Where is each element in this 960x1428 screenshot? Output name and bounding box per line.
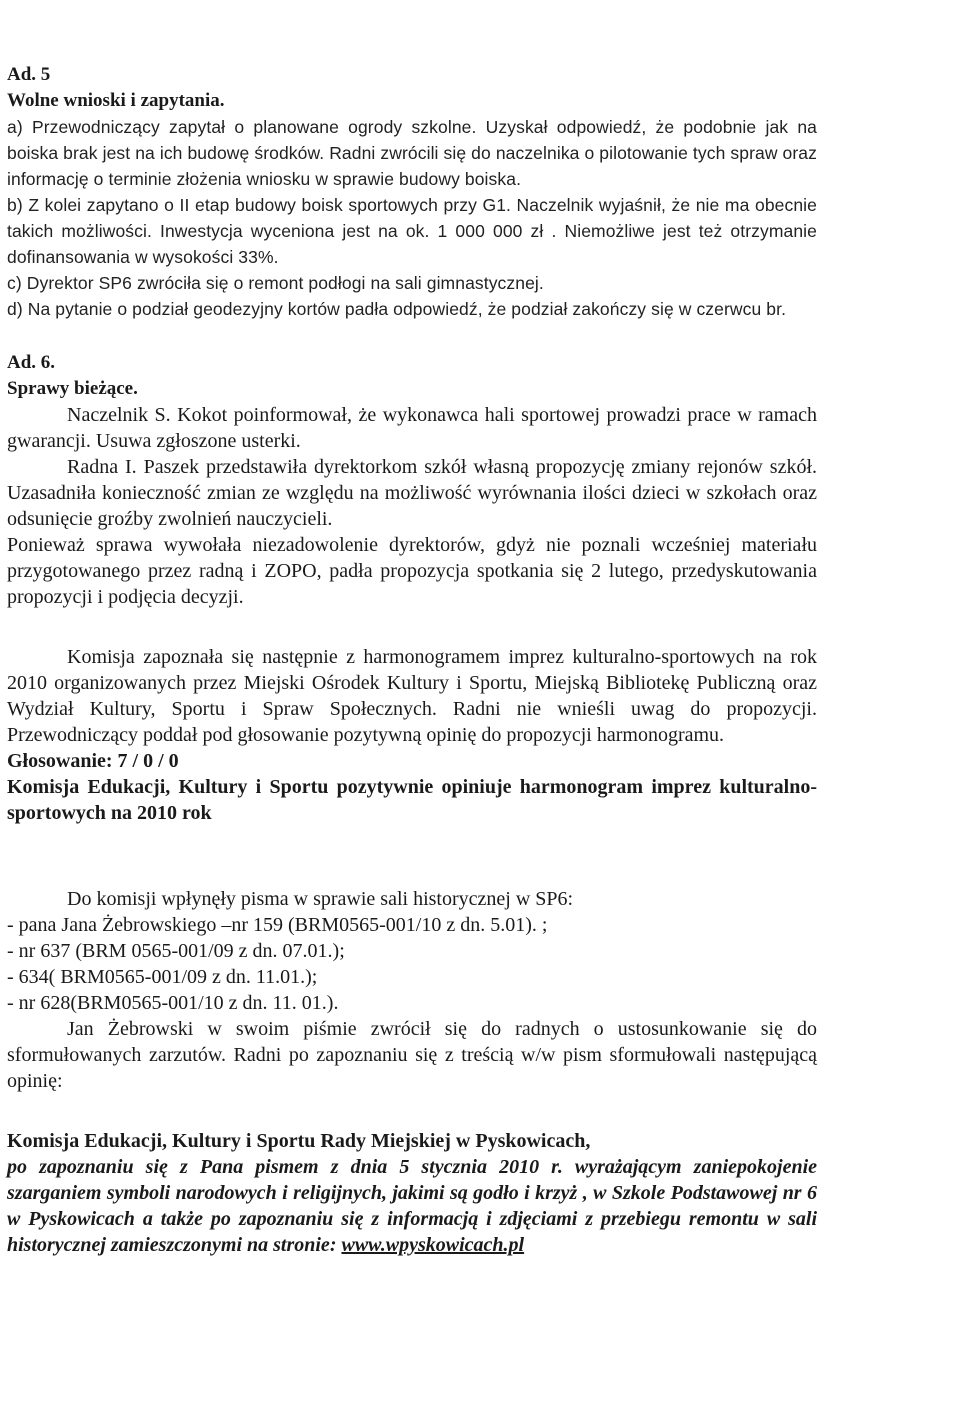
paragraph-radna: Radna I. Paszek przedstawiła dyrektorkom szkół własną propozycję zmiany rejonów szkół. Uzasadniła konieczność zmian ze względu na możliwość wyrównania ilości dzieci w szkołach oraz odsunięcie groźby zwolnień nauczycieli. (7, 456, 817, 530)
resolution-text: Komisja Edukacji, Kultury i Sportu pozytywnie opiniuje harmonogram imprez kulturalno- sportowych na 2010 rok (7, 776, 817, 824)
section-number-ad5: Ad. 5 (7, 64, 51, 85)
item-d: d) Na pytanie o podział geodezyjny kortów padła odpowiedź, że podział zakończy się w czerwcu br. (7, 299, 787, 319)
opinion-heading: Komisja Edukacji, Kultury i Sportu Rady Miejskiej w Pyskowicach, (7, 1130, 591, 1152)
section-title-ad5: Wolne wnioski i zapytania. (7, 90, 225, 111)
paragraph-naczelnik: Naczelnik S. Kokot poinformował, że wykonawca hali sportowej prowadzi prace w ramach gwarancji. Usuwa zgłoszone usterki. (7, 404, 817, 452)
letter-list-item: - pana Jana Żebrowskiego –nr 159 (BRM0565-001/10 z dn. 5.01). ; (7, 914, 548, 936)
letter-list-item: - 634( BRM0565-001/09 z dn. 11.01.); (7, 966, 318, 988)
item-c: c) Dyrektor SP6 zwróciła się o remont podłogi na sali gimnastycznej. (7, 273, 544, 293)
paragraph-harmonogram: Komisja zapoznała się następnie z harmonogramem imprez kulturalno-sportowych na rok 2010 organizowanych przez Miejski Ośrodek Kultury i Sportu, Miejską Bibliotekę Publiczną oraz Wydział Kultury, Sportu i Spraw Społecznych. Radni nie wnieśli uwag do propozycji. Przewodniczący poddał pod głosowanie pozytywną opinię do propozycji harmonogramu. (7, 646, 817, 746)
opinion-body: po zapoznaniu się z Pana pismem z dnia 5 stycznia 2010 r. wyrażającym zaniepokojenie szarganiem symboli narodowych i religijnych, jakimi są godło i krzyż , w Szkole Podstawowej nr 6 w Pyskowicach a także po zapoznaniu się z informacją i zdjęciami z przebiegu remontu w sali historycznej zamieszczonymi na stronie: (7, 1156, 817, 1256)
letters-intro: Do komisji wpłynęły pisma w sprawie sali historycznej w SP6: (67, 888, 574, 910)
item-b: b) Z kolei zapytano o II etap budowy boisk sportowych przy G1. Naczelnik wyjaśnił, że nie ma obecnie takich możliwości. Inwestycja wyceniona jest na ok. 1 000 000 zł . Niemożliwe jest też otrzymanie dofinansowania w wysokości 33%. (7, 195, 817, 267)
website-link[interactable]: www.wpyskowicach.pl (341, 1234, 525, 1256)
letter-list-item: - nr 628(BRM0565-001/10 z dn. 11. 01.). (7, 992, 339, 1014)
section-number-ad6: Ad. 6. (7, 352, 56, 373)
paragraph-zebrowski: Jan Żebrowski w swoim piśmie zwrócił się do radnych o ustosunkowanie się do sformułowanych zarzutów. Radni po zapoznaniu się z treścią w/w pism sformułowali następującą opinię: (7, 1018, 817, 1092)
opinion-text (7, 1154, 817, 1258)
section-title-ad6: Sprawy bieżące. (7, 378, 138, 399)
vote-result: Głosowanie: 7 / 0 / 0 (7, 750, 179, 772)
document-page (7, 62, 817, 1258)
paragraph-poniewaz: Ponieważ sprawa wywołała niezadowolenie dyrektorów, gdyż nie poznali wcześniej materiału przygotowanego przez radną i ZOPO, padła propozycja spotkania się 2 lutego, przedyskutowania propozycji i podjęcia decyzji. (7, 534, 817, 608)
letter-list-item: - nr 637 (BRM 0565-001/09 z dn. 07.01.); (7, 940, 345, 962)
item-a: a) Przewodniczący zapytał o planowane ogrody szkolne. Uzyskał odpowiedź, że podobnie jak na boiska brak jest na ich budowę środków. Radni zwrócili się do naczelnika o pilotowanie tych spraw oraz informację o terminie złożenia wniosku w sprawie budowy boiska. (7, 117, 817, 189)
